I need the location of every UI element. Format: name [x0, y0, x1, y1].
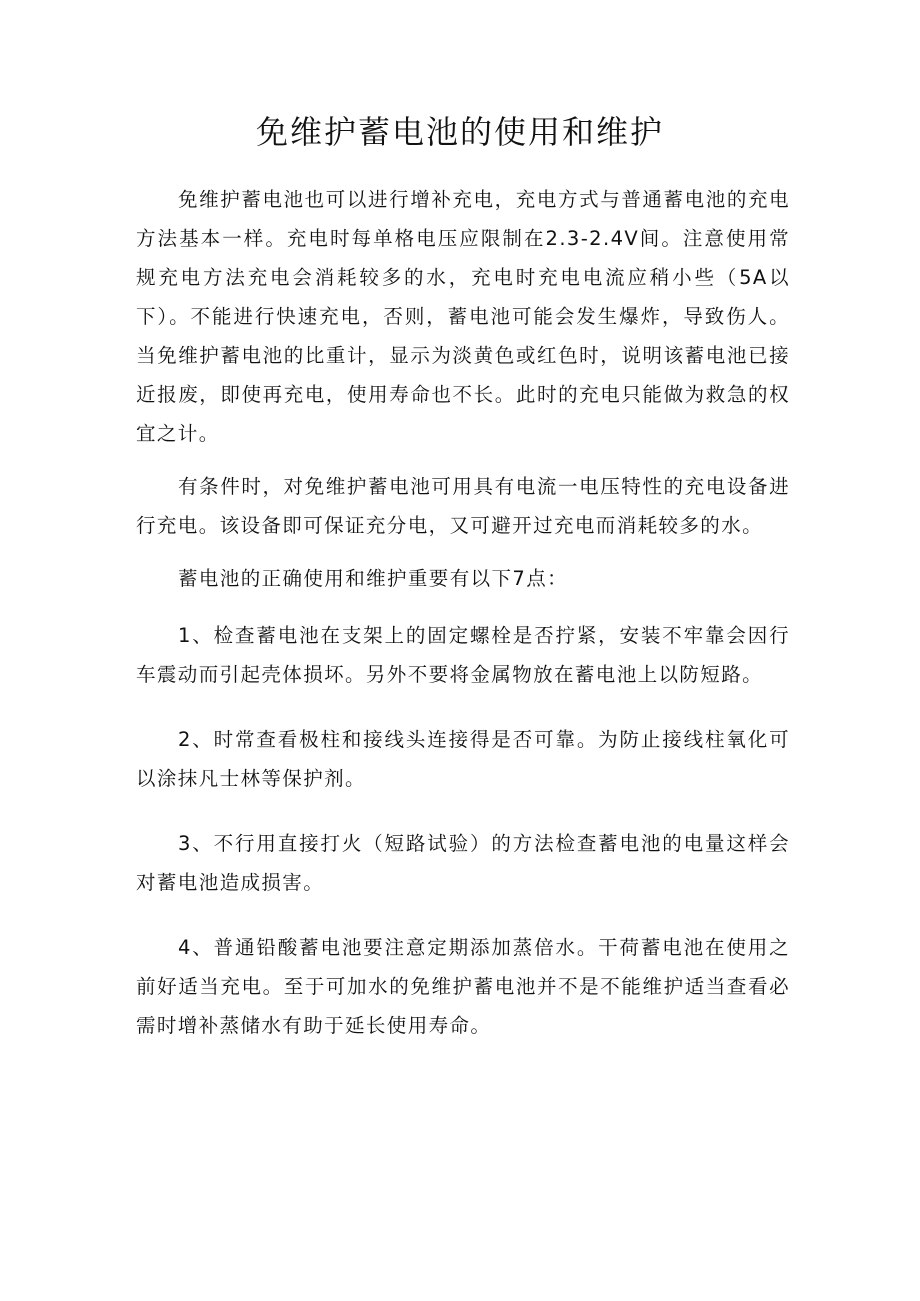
list-item-point-4: 4、普通铅酸蓄电池要注意定期添加蒸倍水。干荷蓄电池在使用之前好适当充电。至于可加水的免维护蓄电池并不是不能维护适当查看必需时增补蒸储水有助于延长使用寿命。 — [136, 936, 790, 1037]
paragraph-charging-equipment: 有条件时，对免维护蓄电池可用具有电流一电压特性的充电设备进行充电。该设备即可保证充分电，又可避开过充电而消耗较多的水。 — [136, 475, 790, 537]
paragraph-recharge-intro: 免维护蓄电池也可以进行增补充电，充电方式与普通蓄电池的充电方法基本一样。充电时每单格电压应限制在2.3-2.4V间。注意使用常规充电方法充电会消耗较多的水，充电时充电电流应稍小些（5A以下）。不能进行快速充电，否则，蓄电池可能会发生爆炸，导致伤人。当免维护蓄电池的比重计，显示为淡黄色或红色时，说明该蓄电池已接近报废，即使再充电，使用寿命也不长。此时的充电只能做为救急的权宜之计。 — [136, 188, 790, 445]
document-title: 免维护蓄电池的使用和维护 — [255, 113, 664, 151]
list-item-point-3: 3、不行用直接打火（短路试验）的方法检查蓄电池的电量这样会对蓄电池造成损害。 — [136, 832, 790, 894]
list-item-point-1: 1、检查蓄电池在支架上的固定螺栓是否拧紧，安装不牢靠会因行车震动而引起壳体损坏。另外不要将金属物放在蓄电池上以防短路。 — [136, 624, 790, 686]
paragraph-maintenance-points-intro: 蓄电池的正确使用和维护重要有以下7点： — [178, 567, 569, 590]
document-body — [136, 180, 790, 1045]
list-item-point-2: 2、时常查看极柱和接线头连接得是否可靠。为防止接线柱氧化可以涂抹凡士林等保护剂。 — [136, 728, 790, 790]
